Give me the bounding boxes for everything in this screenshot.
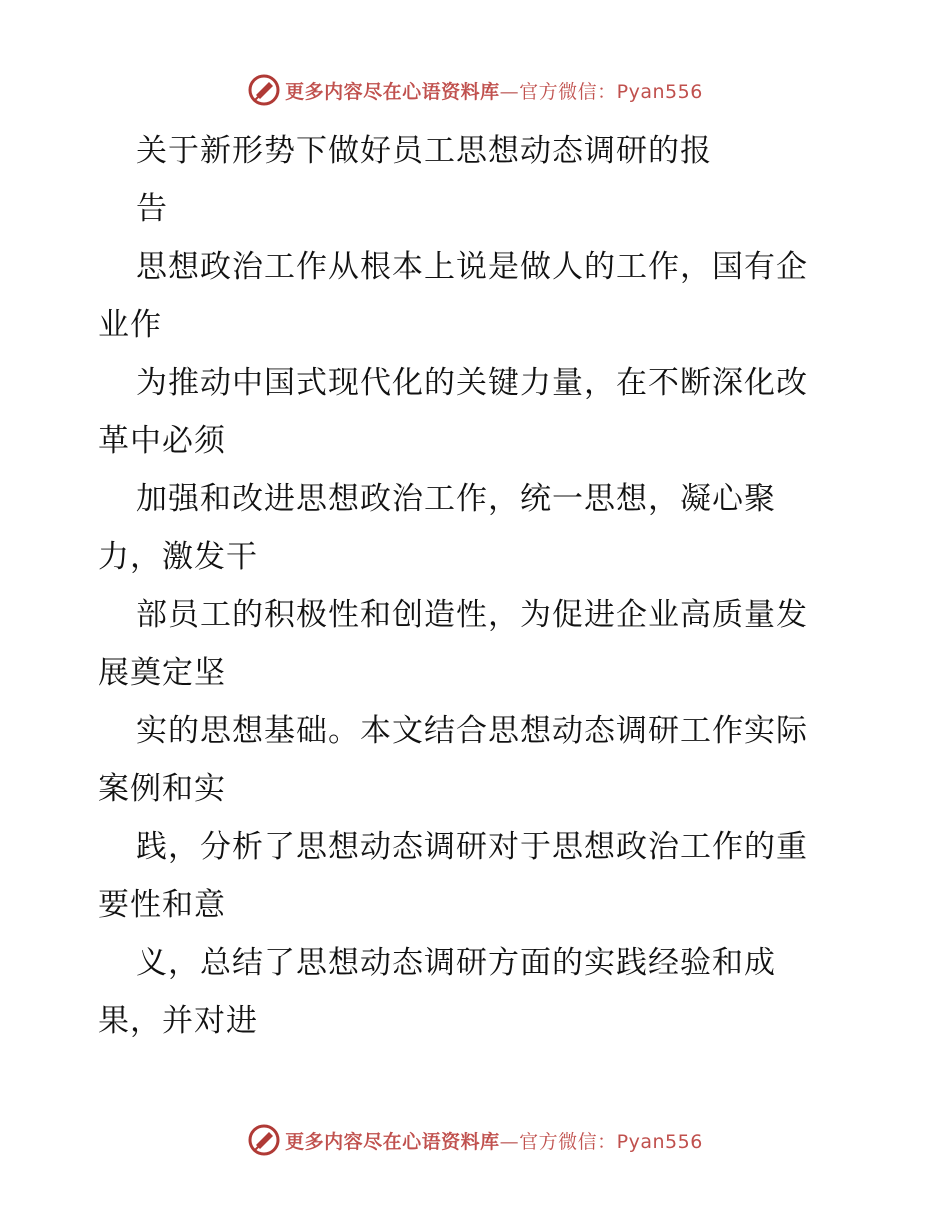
paragraph-line: 力，激发干 [98,539,258,575]
paragraph-line: 部员工的积极性和创造性，为促进企业高质量发 [136,597,808,633]
watermark-text: 更多内容尽在心语资料库—官方微信：Pyan556 [285,1130,703,1153]
title-line-1: 关于新形势下做好员工思想动态调研的报 [136,133,712,169]
seal-logo-icon [247,1123,281,1157]
paragraph-line: 要性和意 [98,887,226,923]
paragraph-line: 为推动中国式现代化的关键力量，在不断深化改 [136,365,808,401]
paragraph-line: 展奠定坚 [98,655,226,691]
paragraph-line: 业作 [98,307,162,343]
watermark-header [0,70,950,110]
document-body [98,122,858,1050]
paragraph-line: 实的思想基础。本文结合思想动态调研工作实际 [136,713,808,749]
title-line-2: 告 [136,191,168,227]
paragraph-line: 加强和改进思想政治工作，统一思想，凝心聚 [136,481,776,517]
paragraph-line: 践，分析了思想动态调研对于思想政治工作的重 [136,829,808,865]
paragraph-line: 革中必须 [98,423,226,459]
watermark-text: 更多内容尽在心语资料库—官方微信：Pyan556 [285,80,703,103]
paragraph-line: 义，总结了思想动态调研方面的实践经验和成 [136,945,776,981]
paragraph-line: 案例和实 [98,771,226,807]
paragraph-line: 果，并对进 [98,1003,258,1039]
seal-logo-icon [247,73,281,107]
watermark-footer [0,1120,950,1160]
paragraph-line: 思想政治工作从根本上说是做人的工作，国有企 [136,249,808,285]
